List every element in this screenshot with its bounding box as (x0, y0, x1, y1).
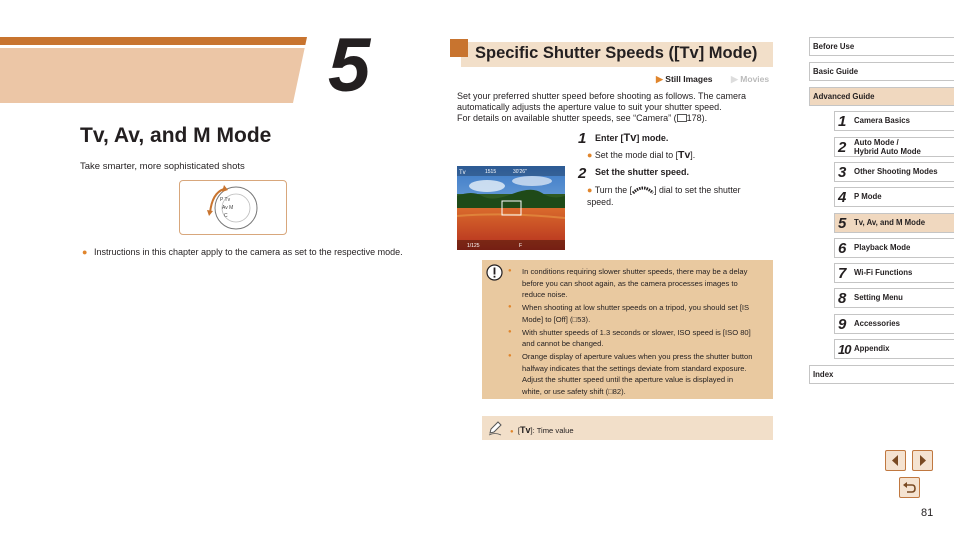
tv-mode-symbol: Tv (519, 425, 531, 435)
step-1-title: Enter [Tv] mode. (595, 132, 669, 144)
movies-tag: ▶ Movies (731, 74, 770, 84)
sunset-field-photo (457, 166, 565, 250)
page-ref-icon (677, 114, 687, 122)
mode-dial-icon (180, 181, 286, 234)
tv-mode-symbol: Tv (678, 149, 691, 161)
screen-shutter-speed: 1/125 (467, 243, 480, 249)
screen-f-value: F (519, 243, 523, 249)
bullet-dot-icon: ● (82, 247, 88, 257)
nav-chapter-4[interactable]: 4 P Mode (834, 187, 954, 207)
chapter-banner-line (0, 37, 308, 45)
return-icon (900, 478, 919, 497)
bullet-dot-icon: ● (587, 185, 593, 195)
step-2-title: Set the shutter speed. (595, 167, 690, 177)
svg-text:P Tv: P Tv (220, 197, 231, 203)
triangle-right-icon: ▶ (656, 74, 663, 84)
caution-item: ● Orange display of aperture values when you press the shutter button halfway indicates that the settings deviate from standard exposure. Adjust the shutter speed until the aperture value is displayed in white, or use safety shift (□82). (508, 351, 753, 397)
tv-mode-symbol: Tv (623, 132, 637, 144)
pencil-icon (487, 420, 503, 436)
arrow-left-icon (886, 451, 905, 470)
page-number: 81 (921, 507, 934, 519)
nav-chapter-8[interactable]: 8 Setting Menu (834, 288, 954, 308)
nav-advanced-guide[interactable]: Advanced Guide (809, 87, 954, 106)
nav-basic-guide[interactable]: Basic Guide (809, 62, 954, 81)
step-2-bullet: ● Turn the [ ] dial to set the shutter speed. (587, 185, 741, 207)
return-button[interactable] (899, 477, 920, 498)
control-dial-icon (632, 185, 654, 194)
triangle-right-icon: ▶ (731, 74, 738, 84)
caution-box (482, 260, 773, 399)
nav-chapter-7[interactable]: 7 Wi-Fi Functions (834, 263, 954, 283)
nav-chapter-9[interactable]: 9 Accessories (834, 314, 954, 334)
bullet-dot-icon: ● (510, 429, 514, 435)
section-marker (450, 39, 468, 57)
camera-screen-image (457, 166, 565, 250)
bullet-dot-icon: ● (587, 150, 593, 160)
chapter-title: Tv, Av, and M Mode (80, 124, 272, 147)
chapter-banner (0, 48, 308, 103)
caution-list (508, 266, 753, 399)
caution-item: ● With shutter speeds of 1.3 seconds or slower, ISO speed is [ISO 80] and cannot be changed. (508, 327, 753, 350)
chapter-number: 5 (328, 23, 369, 108)
nav-chapter-2[interactable]: 2 Auto Mode / Hybrid Auto Mode (834, 137, 954, 157)
caution-item: ● When shooting at low shutter speeds on a tripod, you should set [IS Mode] to [Off] (□53). (508, 302, 753, 325)
note-text: ● [Tv]: Time value (510, 425, 574, 435)
screen-shots-count: 1515 (485, 169, 497, 175)
nav-index[interactable]: Index (809, 365, 954, 384)
nav-chapter-10[interactable]: 10 Appendix (834, 339, 954, 359)
chapter-bullet: ● Instructions in this chapter apply to the camera as set to the respective mode. (82, 247, 403, 257)
section-title: Specific Shutter Speeds ([Tv] Mode) (475, 44, 758, 62)
nav-chapter-1[interactable]: 1 Camera Basics (834, 111, 954, 131)
screen-time-remaining: 30'26" (513, 169, 527, 175)
svg-text:Av M: Av M (222, 205, 234, 211)
svg-text:C: C (224, 213, 228, 219)
step-1-number: 1 (578, 130, 587, 147)
arrow-right-icon (913, 451, 932, 470)
step-2-number: 2 (578, 165, 587, 182)
next-page-button[interactable] (912, 450, 933, 471)
nav-chapter-5[interactable]: 5 Tv, Av, and M Mode (834, 213, 954, 233)
still-images-tag: ▶ Still Images (656, 74, 713, 84)
caution-icon (486, 264, 503, 281)
section-intro: Set your preferred shutter speed before shooting as follows. The camera automatically adjusts the aperture value to suit your shutter speed. For details on available shutter speeds, see “Camera” ( 178). (457, 91, 746, 123)
prev-page-button[interactable] (885, 450, 906, 471)
chapter-subtitle: Take smarter, more sophisticated shots (80, 161, 245, 172)
caution-item: ● In conditions requiring slower shutter speeds, there may be a delay before you can shoot again, as the camera processes images to reduce noise. (508, 266, 753, 301)
mode-dial-illustration (179, 180, 287, 235)
nav-chapter-6[interactable]: 6 Playback Mode (834, 238, 954, 258)
nav-chapter-3[interactable]: 3 Other Shooting Modes (834, 162, 954, 182)
nav-before-use[interactable]: Before Use (809, 37, 954, 56)
screen-mode-label: Tv (459, 170, 466, 176)
step-1-bullet: ● Set the mode dial to [Tv]. (587, 149, 696, 161)
